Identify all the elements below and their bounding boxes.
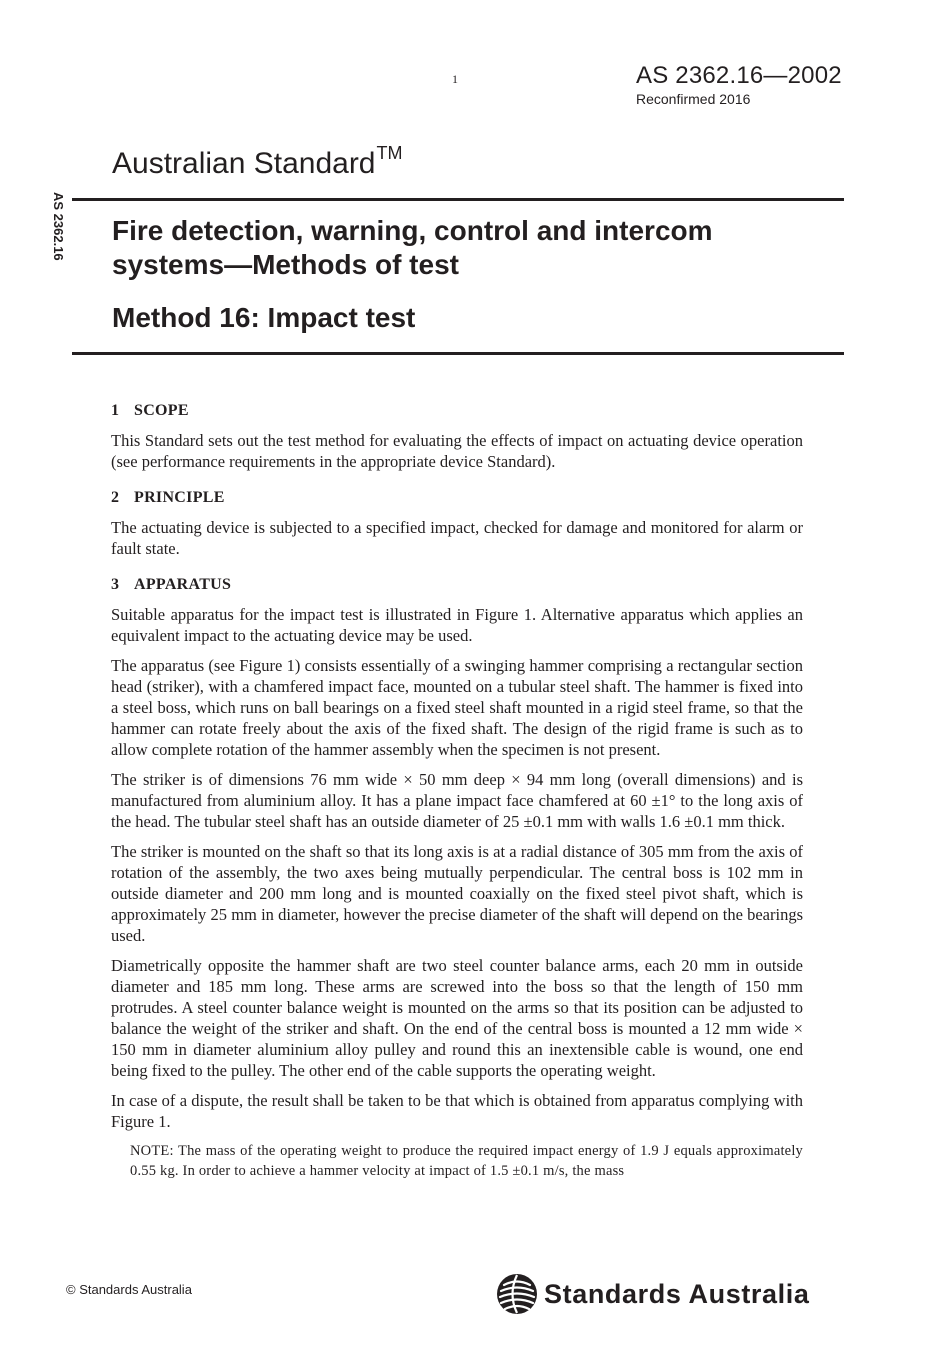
- section-heading: [111, 400, 803, 421]
- top-rule: [72, 198, 844, 201]
- section-title: PRINCIPLE: [134, 489, 225, 506]
- section-title: APPARATUS: [134, 576, 232, 593]
- section-scope: [111, 400, 803, 472]
- section-principle: [111, 487, 803, 559]
- paragraph: The striker is of dimensions 76 mm wide × 50 mm deep × 94 mm long (overall dimensions) and is manufactured from aluminium alloy. It has a plane impact face chamfered at 60 ±1° to the long axis of the head. The tubular steel shaft has an outside diameter of 25 ±0.1 mm with walls 1.6 ±0.1 mm thick.: [111, 770, 803, 831]
- brand-name: Australian Standard: [112, 147, 376, 180]
- title-line-1: Fire detection, warning, control and intercom: [112, 215, 713, 246]
- document-brand: [112, 143, 403, 181]
- paragraph: In case of a dispute, the result shall be taken to be that which is obtained from apparatus complying with Figure 1.: [111, 1091, 803, 1131]
- paragraph: Diametrically opposite the hammer shaft are two steel counter balance arms, each 20 mm in outside diameter and 185 mm long. These arms are screwed into the boss so that the length of 150 mm protrudes. A steel counter balance weight is mounted on the arms so that its position can be adjusted to balance the weight of the striker and shaft. On the end of the central boss is mounted a 12 mm wide × 150 mm in diameter aluminium alloy pulley and round this an inextensible cable is wound, one end being fixed to the pulley. The other end of the cable supports the operating weight.: [111, 956, 803, 1080]
- paragraph: The apparatus (see Figure 1) consists essentially of a swinging hammer comprising a rectangular section head (striker), with a chamfered impact face, mounted on a tubular steel shaft. The hammer is fixed into a steel boss, which runs on ball bearings on a fixed steel shaft mounted in a rigid steel frame, so that the hammer can rotate freely about the axis of the fixed shaft. The design of the rigid frame is such as to allow complete rotation of the hammer assembly when the specimen is not present.: [111, 656, 803, 759]
- bottom-rule: [72, 352, 844, 355]
- trademark-symbol: TM: [376, 143, 403, 163]
- body-text: [111, 400, 803, 1181]
- section-number: 1: [111, 402, 120, 419]
- section-heading: [111, 574, 803, 595]
- page-number: 1: [452, 72, 458, 86]
- document-title: [112, 214, 812, 282]
- standards-australia-logo-icon: [496, 1273, 538, 1315]
- paragraph: Suitable apparatus for the impact test is illustrated in Figure 1. Alternative apparatus which applies an equivalent impact to the actuating device may be used.: [111, 605, 803, 645]
- publisher-logo: [496, 1271, 809, 1317]
- standard-designation: AS 2362.16—2002: [636, 62, 842, 89]
- section-number: 3: [111, 576, 120, 593]
- section-apparatus: [111, 574, 803, 1181]
- section-title: SCOPE: [134, 402, 189, 419]
- method-title: Method 16: Impact test: [112, 302, 416, 333]
- section-heading: [111, 487, 803, 508]
- paragraph: The striker is mounted on the shaft so that its long axis is at a radial distance of 305 mm from the axis of rotation of the assembly, the two axes being mutually perpendicular. The central boss is 102 mm in outside diameter and 200 mm long and is mounted coaxially on the fixed steel pivot shaft, which is approximately 25 mm in diameter, however the precise diameter of the shaft will depend on the bearings used.: [111, 842, 803, 945]
- section-number: 2: [111, 489, 120, 506]
- title-line-2: systems—Methods of test: [112, 249, 459, 280]
- paragraph: This Standard sets out the test method for evaluating the effects of impact on actuating device operation (see performance requirements in the appropriate device Standard).: [111, 431, 803, 471]
- paragraph: The actuating device is subjected to a specified impact, checked for damage and monitored for alarm or fault state.: [111, 518, 803, 558]
- reconfirmed-date: Reconfirmed 2016: [636, 91, 751, 107]
- copyright-notice: © Standards Australia: [66, 1282, 192, 1297]
- note: NOTE: The mass of the operating weight to produce the required impact energy of 1.9 J equals approximately 0.55 kg. In order to achieve a hammer velocity at impact of 1.5 ±0.1 m/s, the mass: [130, 1143, 803, 1179]
- publisher-name: Standards Australia: [544, 1278, 810, 1309]
- side-standard-label: AS 2362.16: [51, 192, 66, 261]
